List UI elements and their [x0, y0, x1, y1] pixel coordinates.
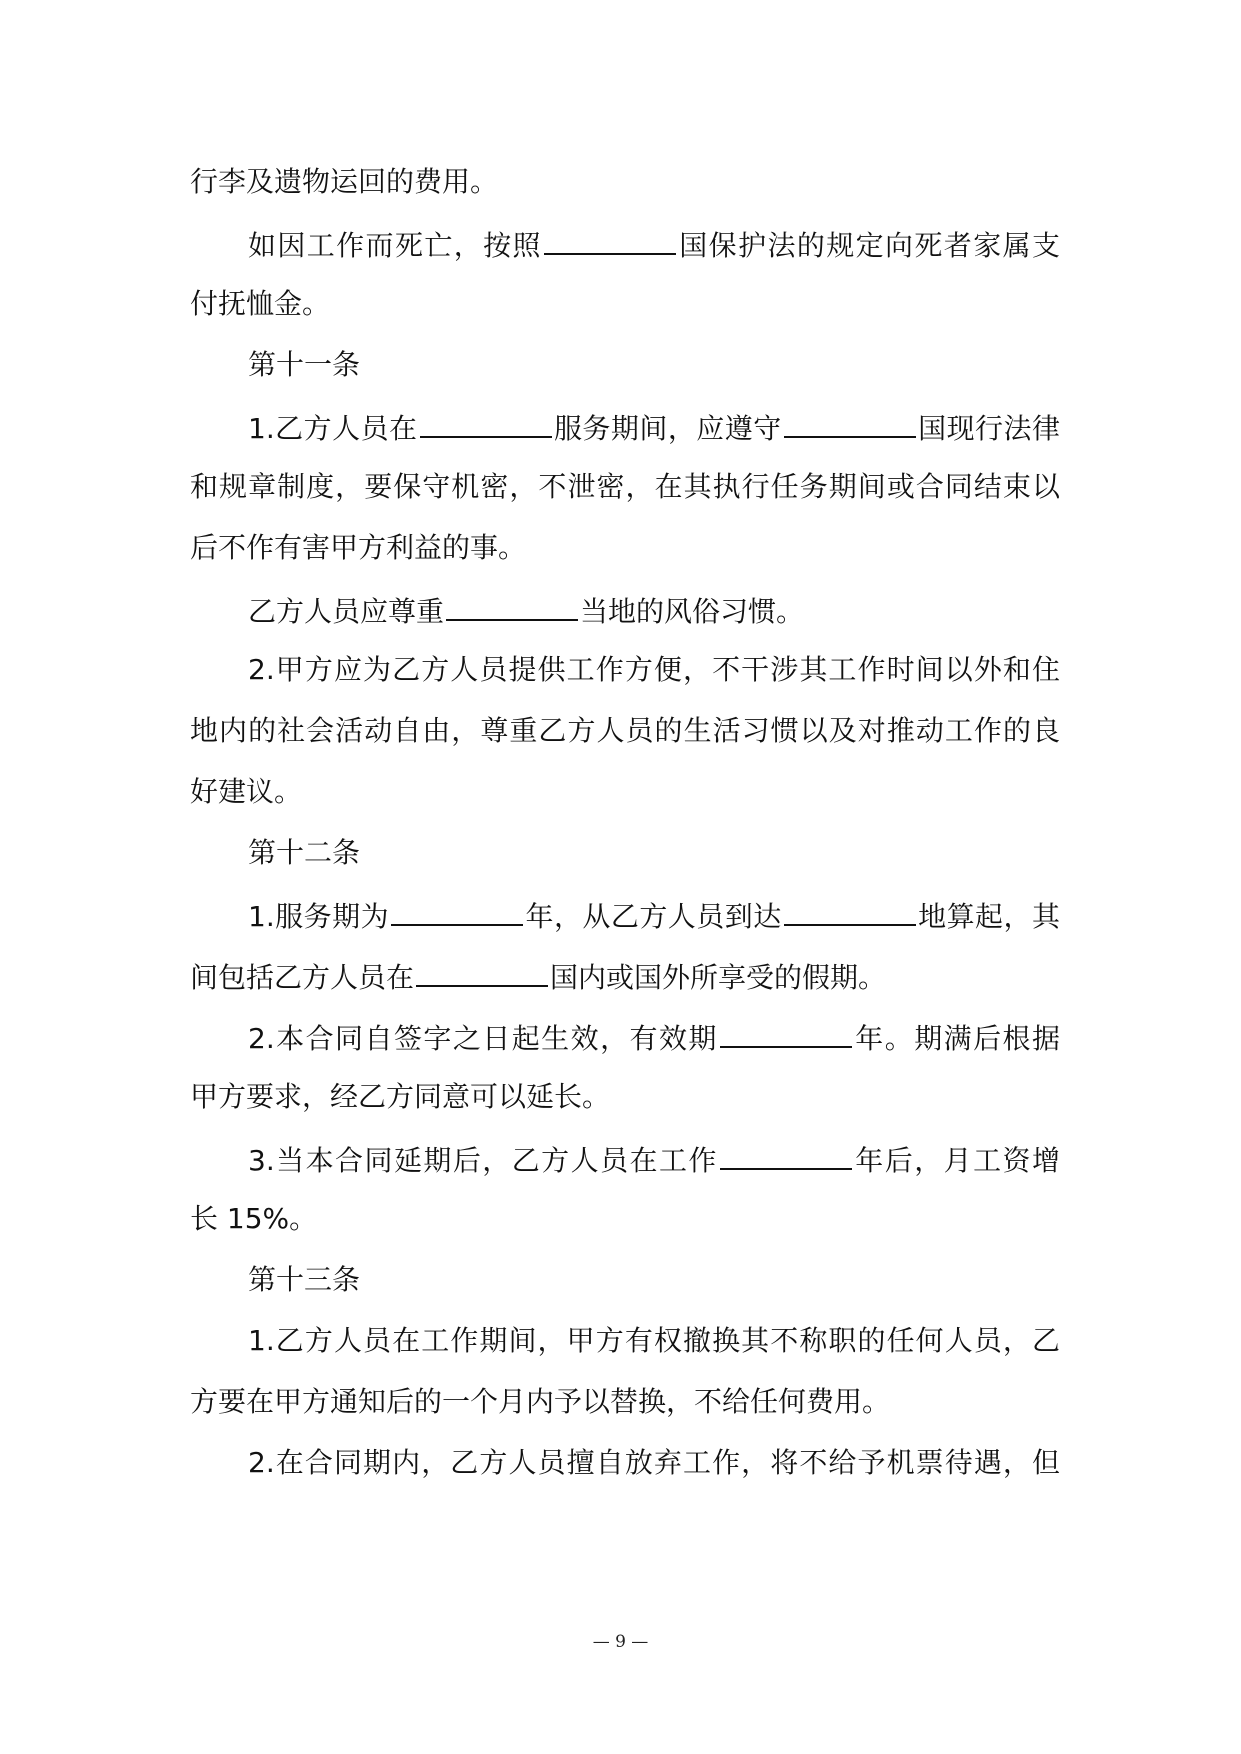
article-heading	[248, 345, 1060, 385]
text-segment: 和规章制度，要保守机密，不泄密，在其执行任务期间或合同结束以	[190, 470, 1060, 503]
text-segment: 好建议。	[190, 775, 303, 808]
text-line	[190, 1382, 1060, 1422]
text-segment: 2.本合同自签字之日起生效，有效期	[248, 1022, 718, 1055]
text-line	[248, 406, 1060, 446]
text-segment: 年，从乙方人员到达	[525, 900, 782, 933]
text-segment: 乙方人员应尊重	[248, 595, 445, 628]
text-segment: 方要在甲方通知后的一个月内予以替换，不给任何费用。	[190, 1385, 891, 1418]
text-segment: 间包括乙方人员在	[190, 961, 415, 994]
text-segment: 国保护法的规定向死者家属支	[677, 229, 1060, 262]
text-segment: 第十一条	[248, 348, 361, 381]
text-line	[190, 162, 1060, 202]
text-line	[248, 1138, 1060, 1178]
text-line	[190, 528, 1060, 568]
text-segment: 2.甲方应为乙方人员提供工作方便，不干涉其工作时间以外和住	[248, 653, 1060, 686]
article-heading	[248, 833, 1060, 873]
fill-in-blank	[446, 589, 578, 621]
text-line	[248, 1443, 1060, 1483]
text-line	[248, 1321, 1060, 1361]
fill-in-blank	[420, 406, 552, 438]
text-segment: 行李及遗物运回的费用。	[190, 165, 499, 198]
page-number: — 9 —	[592, 1632, 649, 1652]
text-line	[190, 772, 1060, 812]
text-segment: 后不作有害甲方利益的事。	[190, 531, 527, 564]
text-segment: 服务期间，应遵守	[553, 412, 782, 445]
fill-in-blank	[784, 406, 916, 438]
text-segment: 年后，月工资增	[853, 1144, 1060, 1177]
text-line	[248, 650, 1060, 690]
text-segment: 国现行法律	[917, 412, 1060, 445]
text-segment: 3.当本合同延期后，乙方人员在工作	[248, 1144, 718, 1177]
fill-in-blank	[416, 955, 548, 987]
text-line	[190, 711, 1060, 751]
text-segment: 国内或国外所享受的假期。	[550, 961, 887, 994]
text-line	[248, 223, 1060, 263]
text-segment: 如因工作而死亡，按照	[248, 229, 542, 262]
text-segment: 第十二条	[248, 836, 361, 869]
fill-in-blank	[544, 223, 676, 255]
text-line	[248, 589, 1060, 629]
text-segment: 地算起，其	[917, 900, 1060, 933]
text-line	[190, 467, 1060, 507]
text-segment: 长 15%。	[190, 1202, 318, 1235]
text-line	[248, 894, 1060, 934]
fill-in-blank	[720, 1016, 852, 1048]
text-line	[190, 955, 1060, 995]
text-segment: 2.在合同期内，乙方人员擅自放弃工作，将不给予机票待遇，但	[248, 1446, 1060, 1479]
text-segment: 1.乙方人员在	[248, 412, 418, 445]
text-line	[248, 1016, 1060, 1056]
text-segment: 付抚恤金。	[190, 287, 331, 320]
fill-in-blank	[720, 1138, 852, 1170]
text-segment: 第十三条	[248, 1263, 361, 1296]
text-segment: 年。期满后根据	[853, 1022, 1060, 1055]
text-segment: 1.乙方人员在工作期间，甲方有权撤换其不称职的任何人员，乙	[248, 1324, 1060, 1357]
text-segment: 1.服务期为	[248, 900, 390, 933]
text-segment: 地内的社会活动自由，尊重乙方人员的生活习惯以及对推动工作的良	[190, 714, 1060, 747]
article-heading	[248, 1260, 1060, 1300]
text-segment: 甲方要求，经乙方同意可以延长。	[190, 1080, 611, 1113]
fill-in-blank	[784, 894, 916, 926]
text-line	[190, 1199, 1060, 1239]
text-segment: 当地的风俗习惯。	[580, 595, 805, 628]
fill-in-blank	[391, 894, 523, 926]
text-line	[190, 284, 1060, 324]
text-line	[190, 1077, 1060, 1117]
